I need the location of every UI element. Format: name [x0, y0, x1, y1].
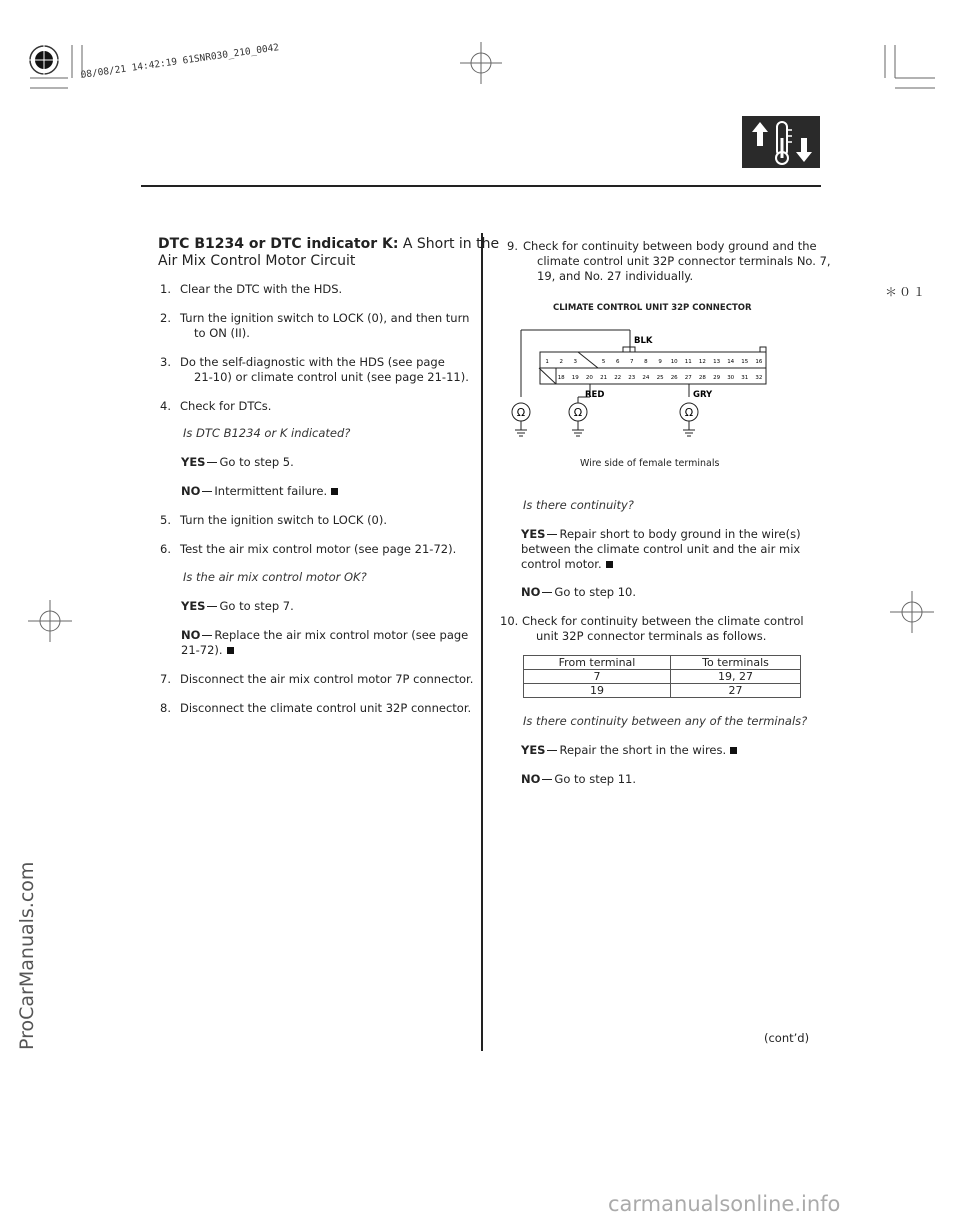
step-text: Check for DTCs.	[180, 399, 272, 413]
column-divider	[481, 233, 483, 1051]
procedure-step	[160, 513, 470, 528]
procedure-step	[507, 239, 831, 284]
pin-number: 15	[741, 359, 749, 365]
step-text: Disconnect the air mix control motor 7P connector.	[180, 672, 474, 686]
connector-pins	[545, 359, 763, 381]
pin-number: 12	[698, 359, 706, 365]
end-mark-icon	[331, 488, 338, 495]
q4-no: NO Go to step 11.	[521, 772, 637, 786]
end-mark-icon	[227, 647, 234, 654]
pin-number: 19	[571, 375, 579, 381]
procedure-step	[160, 282, 470, 297]
table-header: To terminals	[671, 656, 801, 670]
pin-number: 13	[713, 359, 721, 365]
steps-5-to-6	[160, 513, 470, 571]
step-text: 19, and No. 27 individually.	[537, 269, 694, 283]
continuity-table	[523, 655, 801, 698]
wire-label-blk: BLK	[634, 336, 653, 346]
title-bold: DTC B1234 or DTC indicator K:	[158, 236, 399, 252]
ohmmeter-icon: Ω	[573, 406, 583, 419]
title-rest: A Short in the	[398, 236, 500, 252]
step-number: 6.	[160, 542, 171, 556]
print-stamp: 08/08/21 14:42:19 61SNR030_210_0042	[80, 42, 280, 81]
q1-yes: YES Go to step 5.	[181, 455, 294, 469]
thermometer-icon	[742, 116, 820, 168]
step-text: to ON (II).	[194, 326, 250, 340]
pin-number: 2	[559, 359, 563, 365]
continued-note: (cont’d)	[764, 1031, 810, 1045]
step-10	[500, 614, 810, 644]
pin-number: 1	[545, 359, 549, 365]
table-header: From terminal	[524, 656, 671, 670]
step-9	[507, 239, 831, 284]
step-number: 5.	[160, 513, 171, 527]
note-mark: ＊０１	[885, 285, 928, 299]
step-number: 7.	[160, 672, 171, 686]
step-number: 4.	[160, 399, 171, 413]
connector-title: CLIMATE CONTROL UNIT 32P CONNECTOR	[553, 303, 752, 313]
wire-label-red: RED	[585, 390, 605, 400]
pin-number: 30	[727, 375, 735, 381]
step-text: unit 32P connector terminals as follows.	[536, 629, 767, 643]
procedure-step	[160, 399, 470, 414]
q3-yes: YES Repair short to body ground in the wire(s) between the climate control unit and the air mix control motor.	[521, 527, 801, 571]
q4-yes: YES Repair the short in the wires.	[521, 743, 737, 758]
pin-number: 16	[755, 359, 763, 365]
pin-number: 21	[600, 375, 608, 381]
q3-no: NO Go to step 10.	[521, 585, 637, 599]
pin-number: 8	[644, 359, 648, 365]
pin-number: 9	[658, 359, 662, 365]
steps-1-to-4	[160, 282, 470, 428]
step-number: 3.	[160, 355, 171, 369]
ohmmeter-icon: Ω	[684, 406, 694, 419]
step-number: 1.	[160, 282, 171, 296]
pin-number: 28	[698, 375, 706, 381]
step-text: 21-10) or climate control unit (see page 21-11).	[194, 370, 469, 384]
step-number: 8.	[160, 701, 171, 715]
procedure-step	[500, 614, 810, 644]
pin-number: 25	[656, 375, 664, 381]
watermark-left: ProCarManuals.com	[16, 861, 38, 1050]
question-1: Is DTC B1234 or K indicated?	[183, 426, 351, 440]
pin-number: 23	[628, 375, 636, 381]
table-row: 7 19, 27	[524, 670, 801, 684]
procedure-step	[160, 311, 470, 341]
step-text: Test the air mix control motor (see page 21-72).	[180, 542, 457, 556]
step-text: Check for continuity between the climate control	[522, 614, 804, 628]
climate-section-badge	[742, 116, 820, 168]
diagram-caption: Wire side of female terminals	[580, 458, 720, 469]
procedure-step	[160, 672, 474, 687]
question-3: Is there continuity?	[523, 498, 634, 512]
step-text: Do the self-diagnostic with the HDS (see page	[180, 355, 445, 369]
step-text: Turn the ignition switch to LOCK (0), and then turn	[180, 311, 470, 325]
title-line2: Air Mix Control Motor Circuit	[158, 253, 356, 269]
pin-number: 26	[670, 375, 678, 381]
steps-7-to-8	[160, 672, 474, 730]
procedure-step	[160, 542, 470, 557]
watermark-bottom: carmanualsonline.info	[608, 1192, 841, 1216]
ohmmeter-icon: Ω	[516, 406, 526, 419]
procedure-step	[160, 355, 470, 385]
q1-no: NO Intermittent failure.	[181, 484, 338, 499]
question-2: Is the air mix control motor OK?	[183, 570, 367, 584]
wire-label-gry: GRY	[693, 390, 713, 400]
step-text: Check for continuity between body ground and the	[523, 239, 817, 253]
procedure-step	[160, 701, 470, 716]
pin-number: 31	[741, 375, 749, 381]
pin-number: 32	[755, 375, 763, 381]
pin-number: 29	[713, 375, 721, 381]
pin-number: 5	[601, 359, 606, 365]
header-rule	[141, 185, 821, 187]
pin-number: 22	[614, 375, 622, 381]
step-text: Turn the ignition switch to LOCK (0).	[180, 513, 388, 527]
pin-number: 20	[585, 375, 593, 381]
pin-number: 7	[630, 359, 634, 365]
step-number: 10.	[500, 614, 519, 628]
step-number: 9.	[507, 239, 518, 253]
step-text: Disconnect the climate control unit 32P connector.	[180, 701, 472, 715]
step-text: Clear the DTC with the HDS.	[180, 282, 343, 296]
question-4: Is there continuity between any of the terminals?	[523, 714, 808, 728]
pin-number: 27	[684, 375, 692, 381]
end-mark-icon	[606, 561, 613, 568]
registration-target-icon	[28, 44, 60, 76]
table-row: 19 27	[524, 684, 801, 698]
step-number: 2.	[160, 311, 171, 325]
pin-number: 18	[557, 375, 565, 381]
pin-number: 11	[684, 359, 692, 365]
pin-number: 6	[615, 359, 620, 365]
q2-yes: YES Go to step 7.	[181, 599, 294, 613]
pin-number: 24	[642, 375, 650, 381]
pin-number: 10	[670, 359, 678, 365]
end-mark-icon	[730, 747, 737, 754]
connector-diagram	[505, 325, 805, 455]
step-text: climate control unit 32P connector terminals No. 7,	[537, 254, 831, 268]
pin-number: 14	[727, 359, 735, 365]
q2-no: NO Replace the air mix control motor (see page 21-72).	[181, 628, 469, 657]
page-title	[158, 236, 499, 270]
pin-number: 3	[573, 359, 578, 365]
